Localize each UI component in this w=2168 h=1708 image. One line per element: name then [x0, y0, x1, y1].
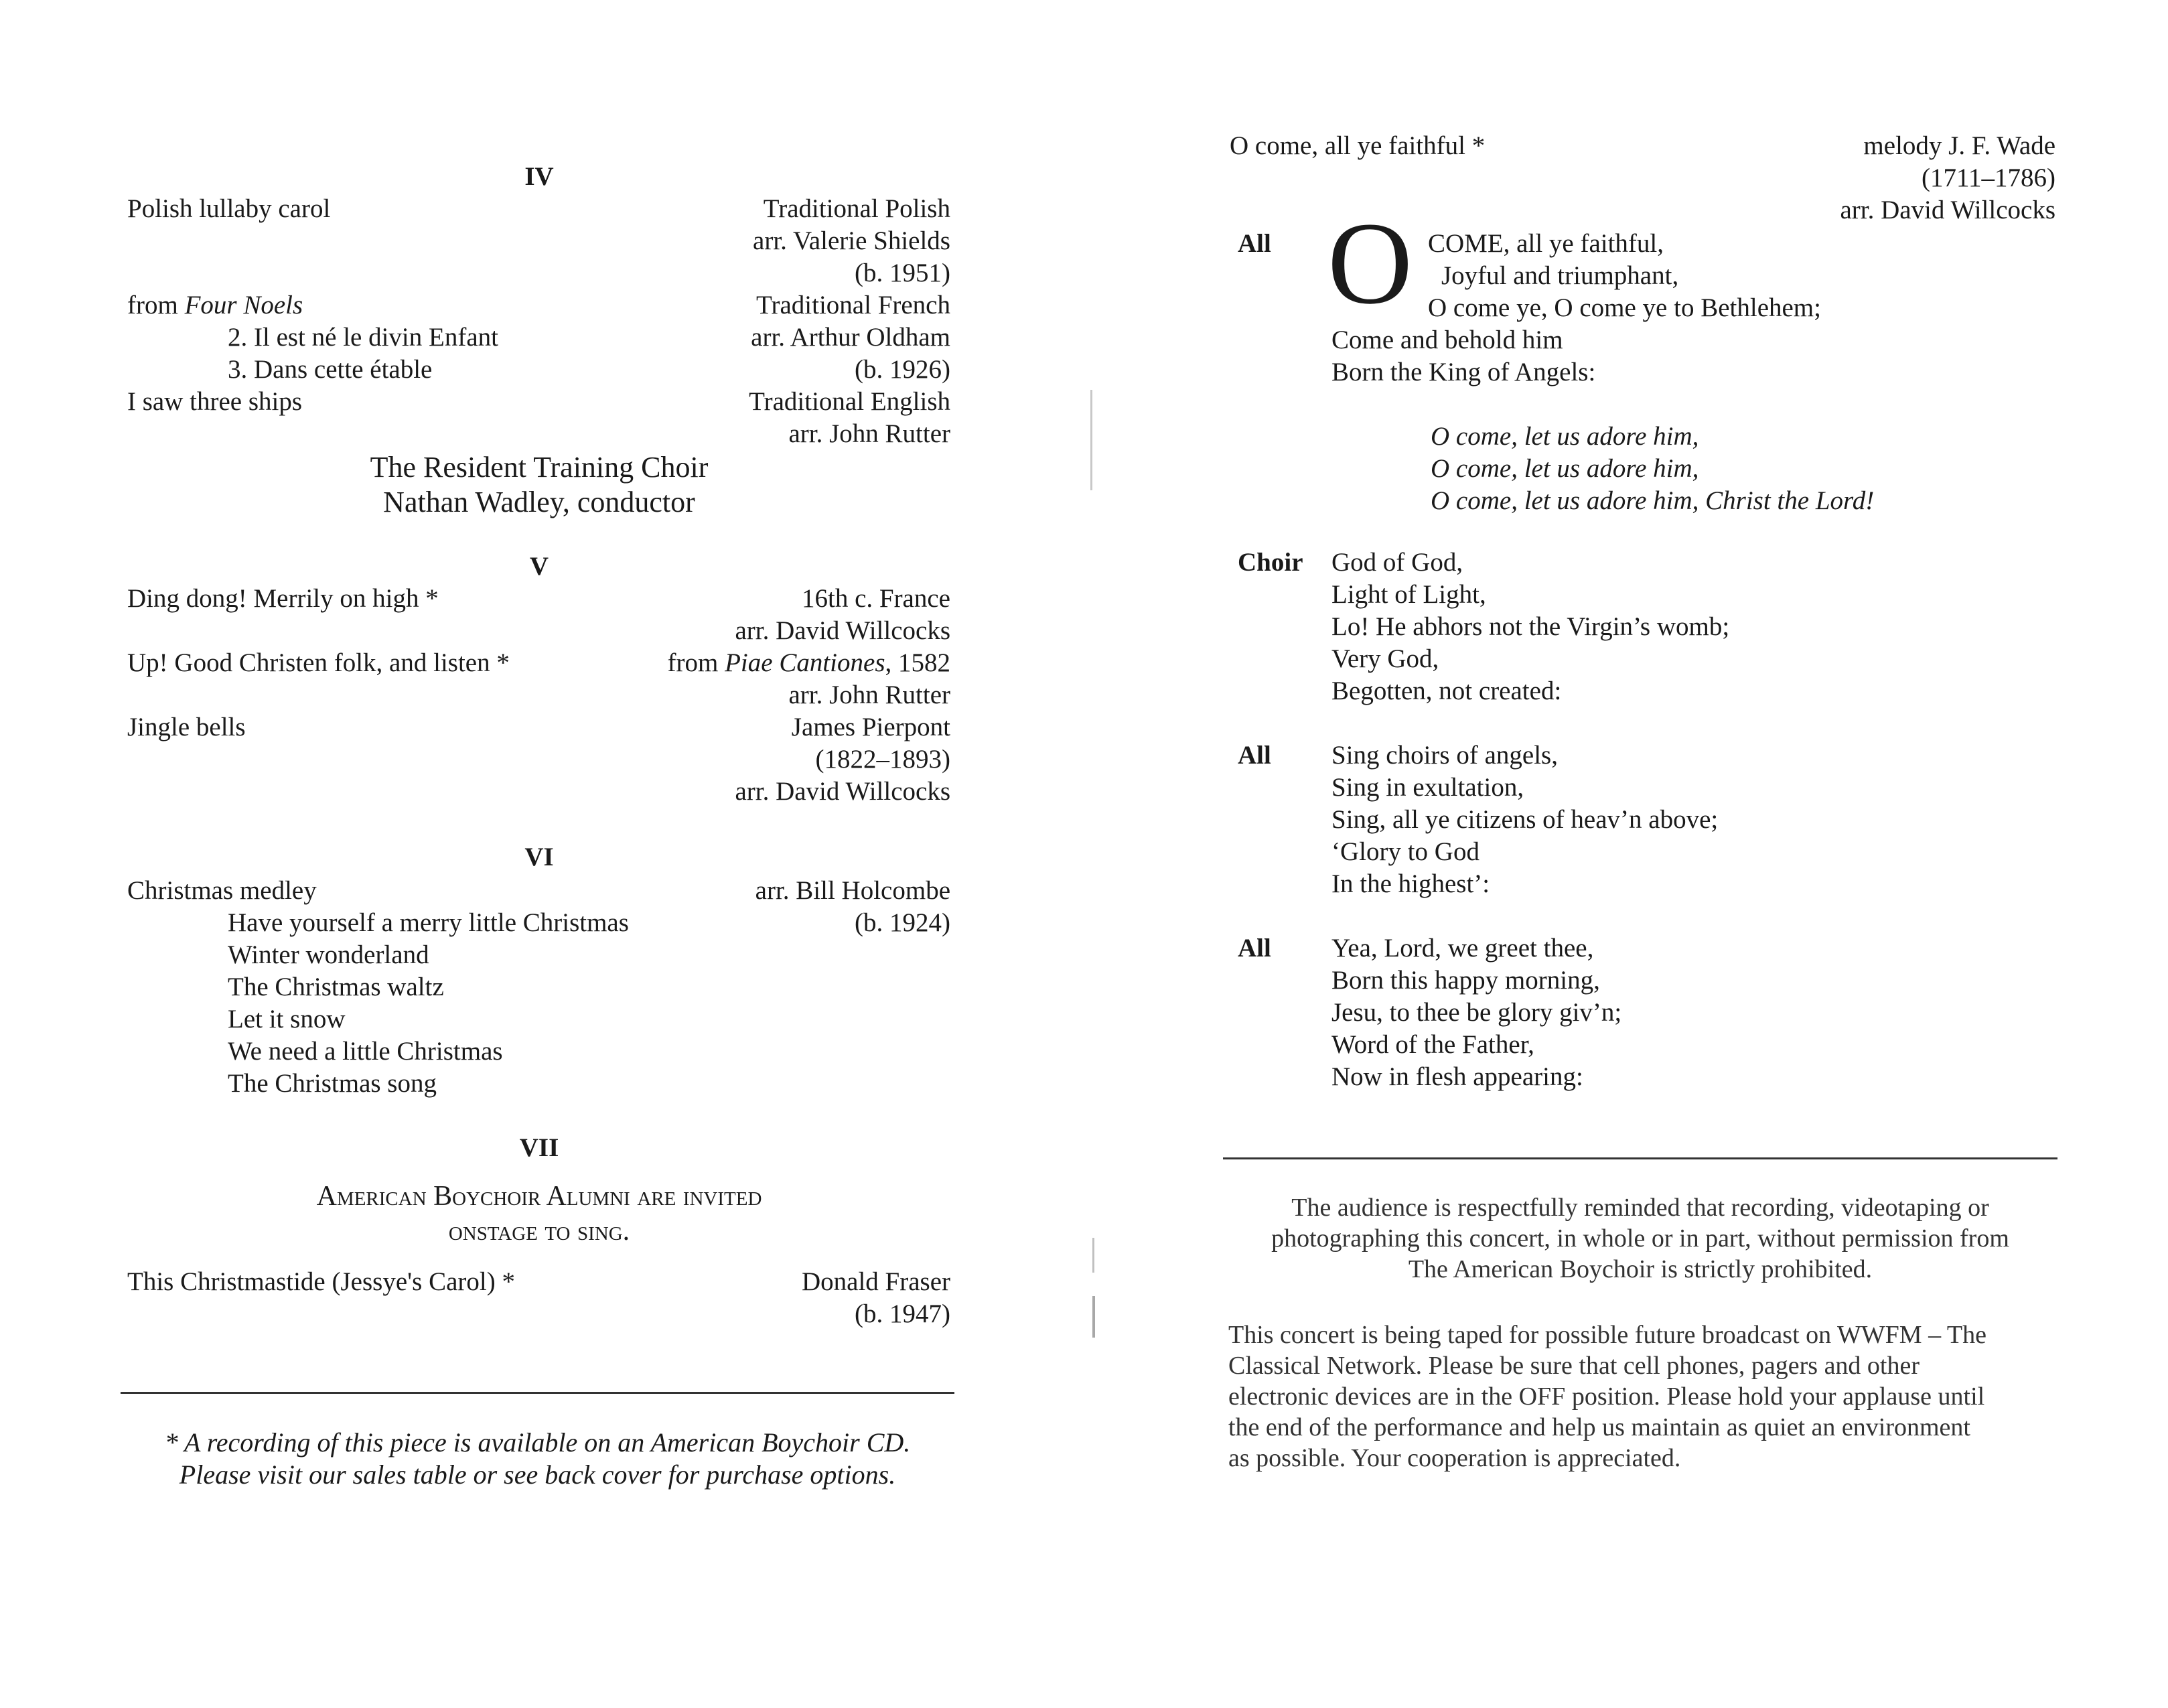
hymn-title: O come, all ye faithful * [1230, 131, 1486, 160]
footnote: Please visit our sales table or see back cover for purchase options. [179, 1460, 896, 1490]
piece-subitem: 3. Dans cette étable [228, 355, 433, 384]
medley-item: Winter wonderland [228, 940, 429, 969]
piece-credit: arr. John Rutter [788, 681, 950, 709]
broadcast-notice: the end of the performance and help us maintain as quiet an environment [1228, 1413, 1970, 1441]
piece-title: I saw three ships [127, 387, 303, 416]
broadcast-notice: as possible. Your cooperation is appreciated. [1228, 1444, 1681, 1472]
hymn-line: COME, all ye faithful, [1428, 229, 1664, 258]
section-heading-iv: IV [524, 162, 554, 191]
piece-title: Ding dong! Merrily on high * [127, 584, 439, 613]
recording-notice: photographing this concert, in whole or in part, without permission from [1271, 1224, 2009, 1253]
piece-credit: Donald Fraser [801, 1267, 950, 1296]
footnote: * A recording of this piece is available on an American Boychoir CD. [164, 1427, 911, 1457]
hymn-line: Now in flesh appearing: [1331, 1062, 1583, 1091]
piece-credit: 16th c. France [801, 584, 950, 613]
divider [121, 1392, 954, 1394]
hymn-credit: (1711–1786) [1921, 163, 2055, 192]
piece-credit: arr. Arthur Oldham [751, 323, 950, 352]
hymn-line: God of God, [1331, 548, 1463, 577]
piece-title: Polish lullaby carol [127, 194, 331, 223]
piece-title: This Christmastide (Jessye's Carol) * [127, 1267, 515, 1296]
refrain-line: O come, let us adore him, Christ the Lord! [1431, 486, 1875, 515]
piece-title: Christmas medley [127, 876, 317, 905]
section-heading-v: V [529, 552, 549, 581]
voice-label: All [1238, 934, 1271, 963]
hymn-line: Very God, [1331, 644, 1439, 673]
hymn-line: Word of the Father, [1331, 1030, 1534, 1059]
voice-label: All [1238, 741, 1271, 770]
piece-title: Up! Good Christen folk, and listen * [127, 648, 510, 677]
piece-credit: from Piae Cantiones, 1582 [667, 648, 950, 677]
hymn-credit: melody J. F. Wade [1863, 131, 2055, 160]
refrain-line: O come, let us adore him, [1431, 454, 1699, 483]
hymn-line: Come and behold him [1331, 326, 1563, 354]
piece-credit: Traditional Polish [763, 194, 950, 223]
scan-mark [1092, 1238, 1094, 1273]
scan-mark [1092, 1296, 1095, 1338]
voice-label: Choir [1238, 548, 1303, 577]
divider [1223, 1157, 2057, 1159]
hymn-line: Sing choirs of angels, [1331, 741, 1558, 770]
hymn-line: Sing in exultation, [1331, 773, 1524, 802]
medley-item: The Christmas song [228, 1069, 437, 1098]
alumni-announcement: onstage to sing. [448, 1216, 630, 1247]
voice-label: All [1238, 229, 1271, 258]
medley-item: We need a little Christmas [228, 1037, 503, 1066]
piece-credit: (b. 1947) [855, 1299, 950, 1328]
piece-credit: arr. Bill Holcombe [755, 876, 950, 905]
performer-conductor: Nathan Wadley, conductor [383, 486, 695, 518]
section-heading-vii: VII [519, 1133, 559, 1162]
hymn-line: Sing, all ye citizens of heav’n above; [1331, 805, 1719, 834]
refrain-line: O come, let us adore him, [1431, 422, 1699, 451]
piece-credit: (1822–1893) [815, 745, 950, 774]
hymn-line: Jesu, to thee be glory giv’n; [1331, 998, 1622, 1027]
hymn-line: ‘Glory to God [1331, 837, 1479, 866]
piece-credit: Traditional English [749, 387, 950, 416]
medley-item: Let it snow [228, 1005, 346, 1034]
hymn-line: Light of Light, [1331, 580, 1486, 609]
hymn-line: Joyful and triumphant, [1441, 261, 1679, 290]
broadcast-notice: This concert is being taped for possible future broadcast on WWFM – The [1228, 1321, 1986, 1349]
hymn-line: Yea, Lord, we greet thee, [1331, 934, 1594, 963]
performer-name: The Resident Training Choir [370, 451, 709, 484]
piece-subitem: 2. Il est né le divin Enfant [228, 323, 498, 352]
piece-credit: (b. 1926) [855, 355, 950, 384]
medley-item: Have yourself a merry little Christmas [228, 908, 629, 937]
medley-item: The Christmas waltz [228, 973, 444, 1001]
piece-credit: James Pierpont [791, 713, 950, 741]
piece-title: from Four Noels [127, 291, 303, 319]
piece-credit: (b. 1924) [855, 908, 950, 937]
broadcast-notice: electronic devices are in the OFF position. Please hold your applause until [1228, 1382, 1985, 1411]
hymn-line: Lo! He abhors not the Virgin’s womb; [1331, 612, 1730, 641]
broadcast-notice: Classical Network. Please be sure that cell phones, pagers and other [1228, 1352, 1920, 1380]
alumni-announcement: American Boychoir Alumni are invited [316, 1181, 762, 1212]
piece-credit: arr. Valerie Shields [753, 226, 950, 255]
hymn-line: In the highest’: [1331, 869, 1490, 898]
hymn-line: Begotten, not created: [1331, 677, 1562, 705]
piece-credit: arr. David Willcocks [735, 616, 950, 645]
drop-cap: O [1327, 198, 1413, 329]
recording-notice: The American Boychoir is strictly prohibited. [1408, 1255, 1873, 1283]
piece-credit: arr. David Willcocks [735, 777, 950, 806]
piece-title: Jingle bells [127, 713, 246, 741]
hymn-line: Born the King of Angels: [1331, 358, 1596, 386]
hymn-credit: arr. David Willcocks [1840, 196, 2055, 224]
piece-credit: arr. John Rutter [788, 419, 950, 448]
section-heading-vi: VI [524, 843, 554, 871]
hymn-line: Born this happy morning, [1331, 966, 1600, 995]
recording-notice: The audience is respectfully reminded that recording, videotaping or [1291, 1194, 1989, 1222]
hymn-line: O come ye, O come ye to Bethlehem; [1428, 293, 1821, 322]
piece-credit: Traditional French [756, 291, 950, 319]
scan-mark [1090, 390, 1092, 490]
piece-credit: (b. 1951) [855, 259, 950, 287]
